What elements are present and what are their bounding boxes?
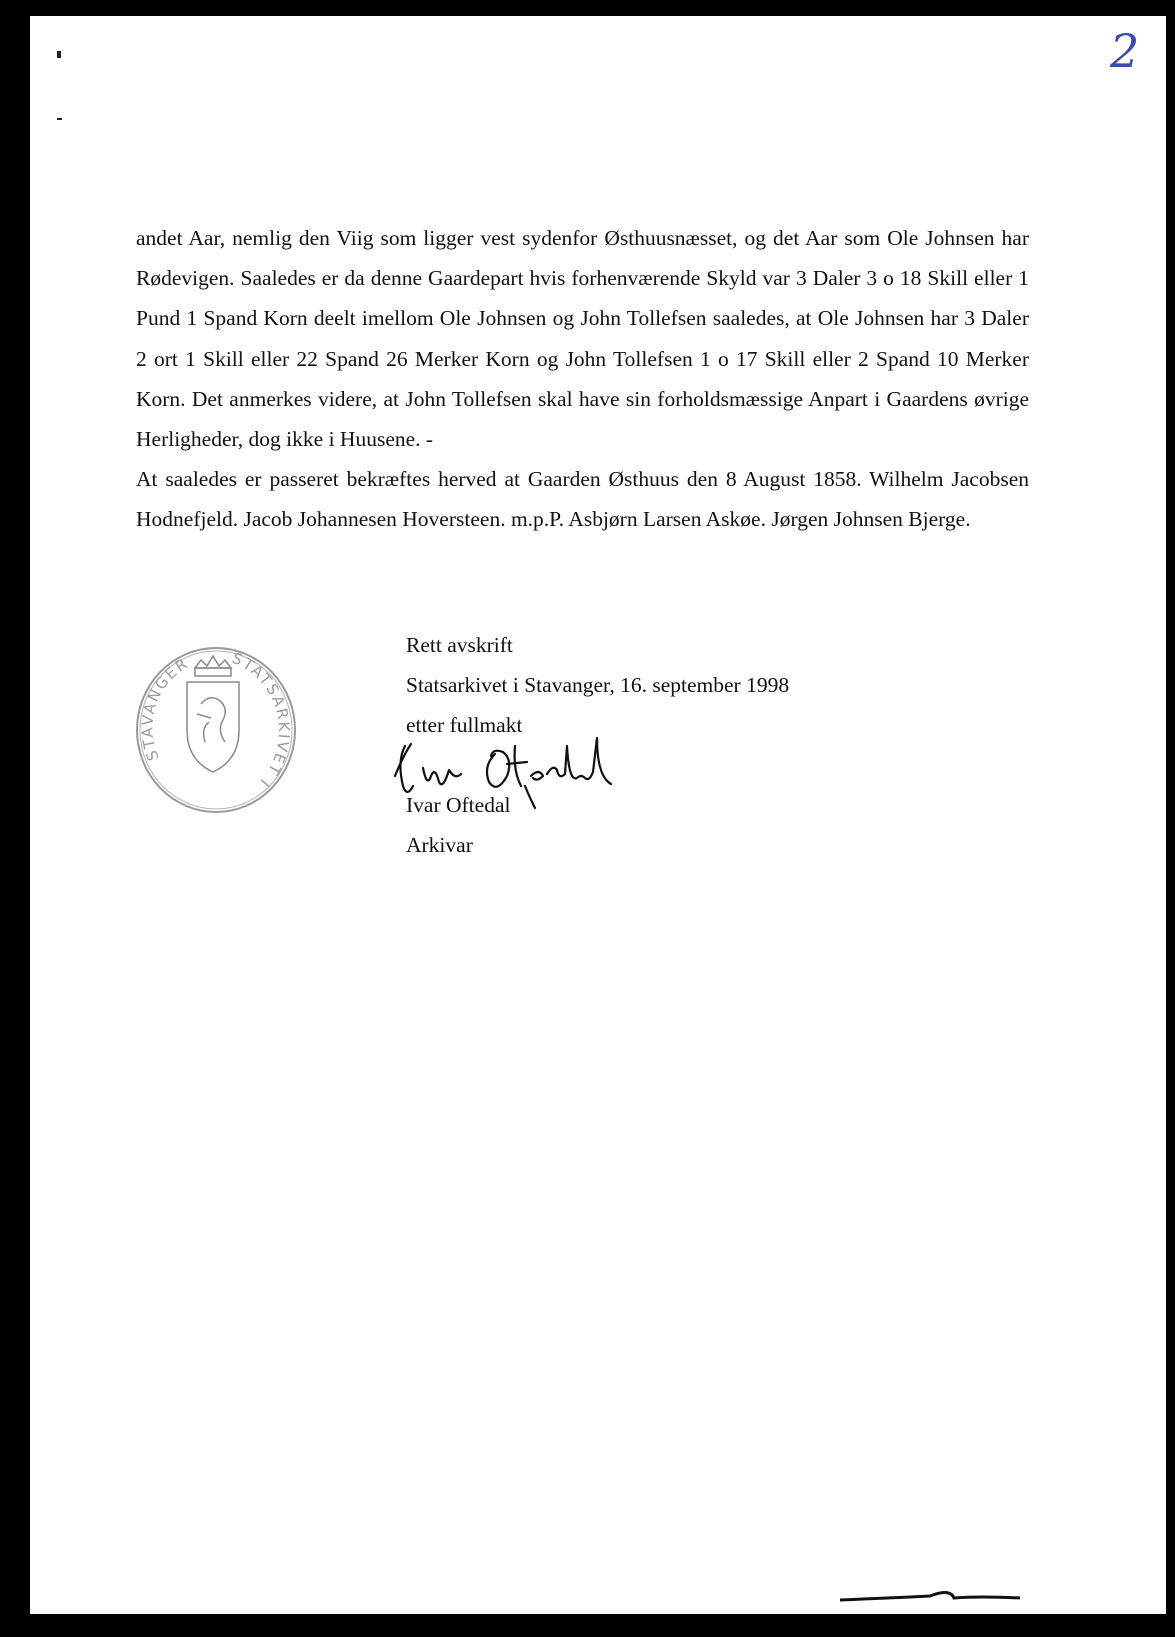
cert-line-true-copy: Rett avskrift [406,633,513,657]
edge-mark [830,1576,1030,1606]
body-text [136,218,1029,540]
document-page [30,16,1166,1614]
scan-speck [57,51,61,58]
stamp-text-right: STATSARKIVET I [229,648,294,793]
paragraph: At saaledes er passeret bekræftes herved at Gaarden Østhuus den 8 August 1858. Wilhelm Jacobsen Hodnefjeld. Jacob Johannesen Hoversteen. m.p.P. Asbjørn Larsen Askøe. Jørgen Johnsen Bjerge. [136,467,1029,532]
page-number: 2 [1110,24,1140,78]
archive-seal-stamp [131,638,301,818]
stamp-text-top: STAVANGER [138,653,192,764]
paragraph: andet Aar, nemlig den Viig som ligger vest sydenfor Østhuusnæsset, og det Aar som Ole Johnsen har Rødevigen. Saaledes er da denne Gaardepart hvis forhenværende Skyld var 3 Daler 3 o 18 Skill eller 1 Pund 1 Spand Korn deelt imellom Ole Johnsen og John Tollefsen saaledes, at Ole Johnsen har 3 Daler 2 ort 1 Skill eller 22 Spand 26 Merker Korn og John Tollefsen 1 o 17 Skill eller 2 Spand 10 Merker Korn. Det anmerkes videre, at John Tollefsen skal have sin forholdsmæssige Anpart i Gaardens øvrige Herligheder, dog ikke i Huusene. - [136,226,1029,452]
signer-title: Arkivar [406,833,473,857]
cert-line-place-date: Statsarkivet i Stavanger, 16. september 1998 [406,673,790,697]
scan-speck [57,118,62,120]
signer-name: Ivar Oftedal [406,793,511,817]
cert-line-authority: etter fullmakt [406,713,523,737]
svg-text:STAVANGER [138,654,192,763]
coat-of-arms-icon [187,656,239,772]
handwritten-signature [375,716,615,816]
